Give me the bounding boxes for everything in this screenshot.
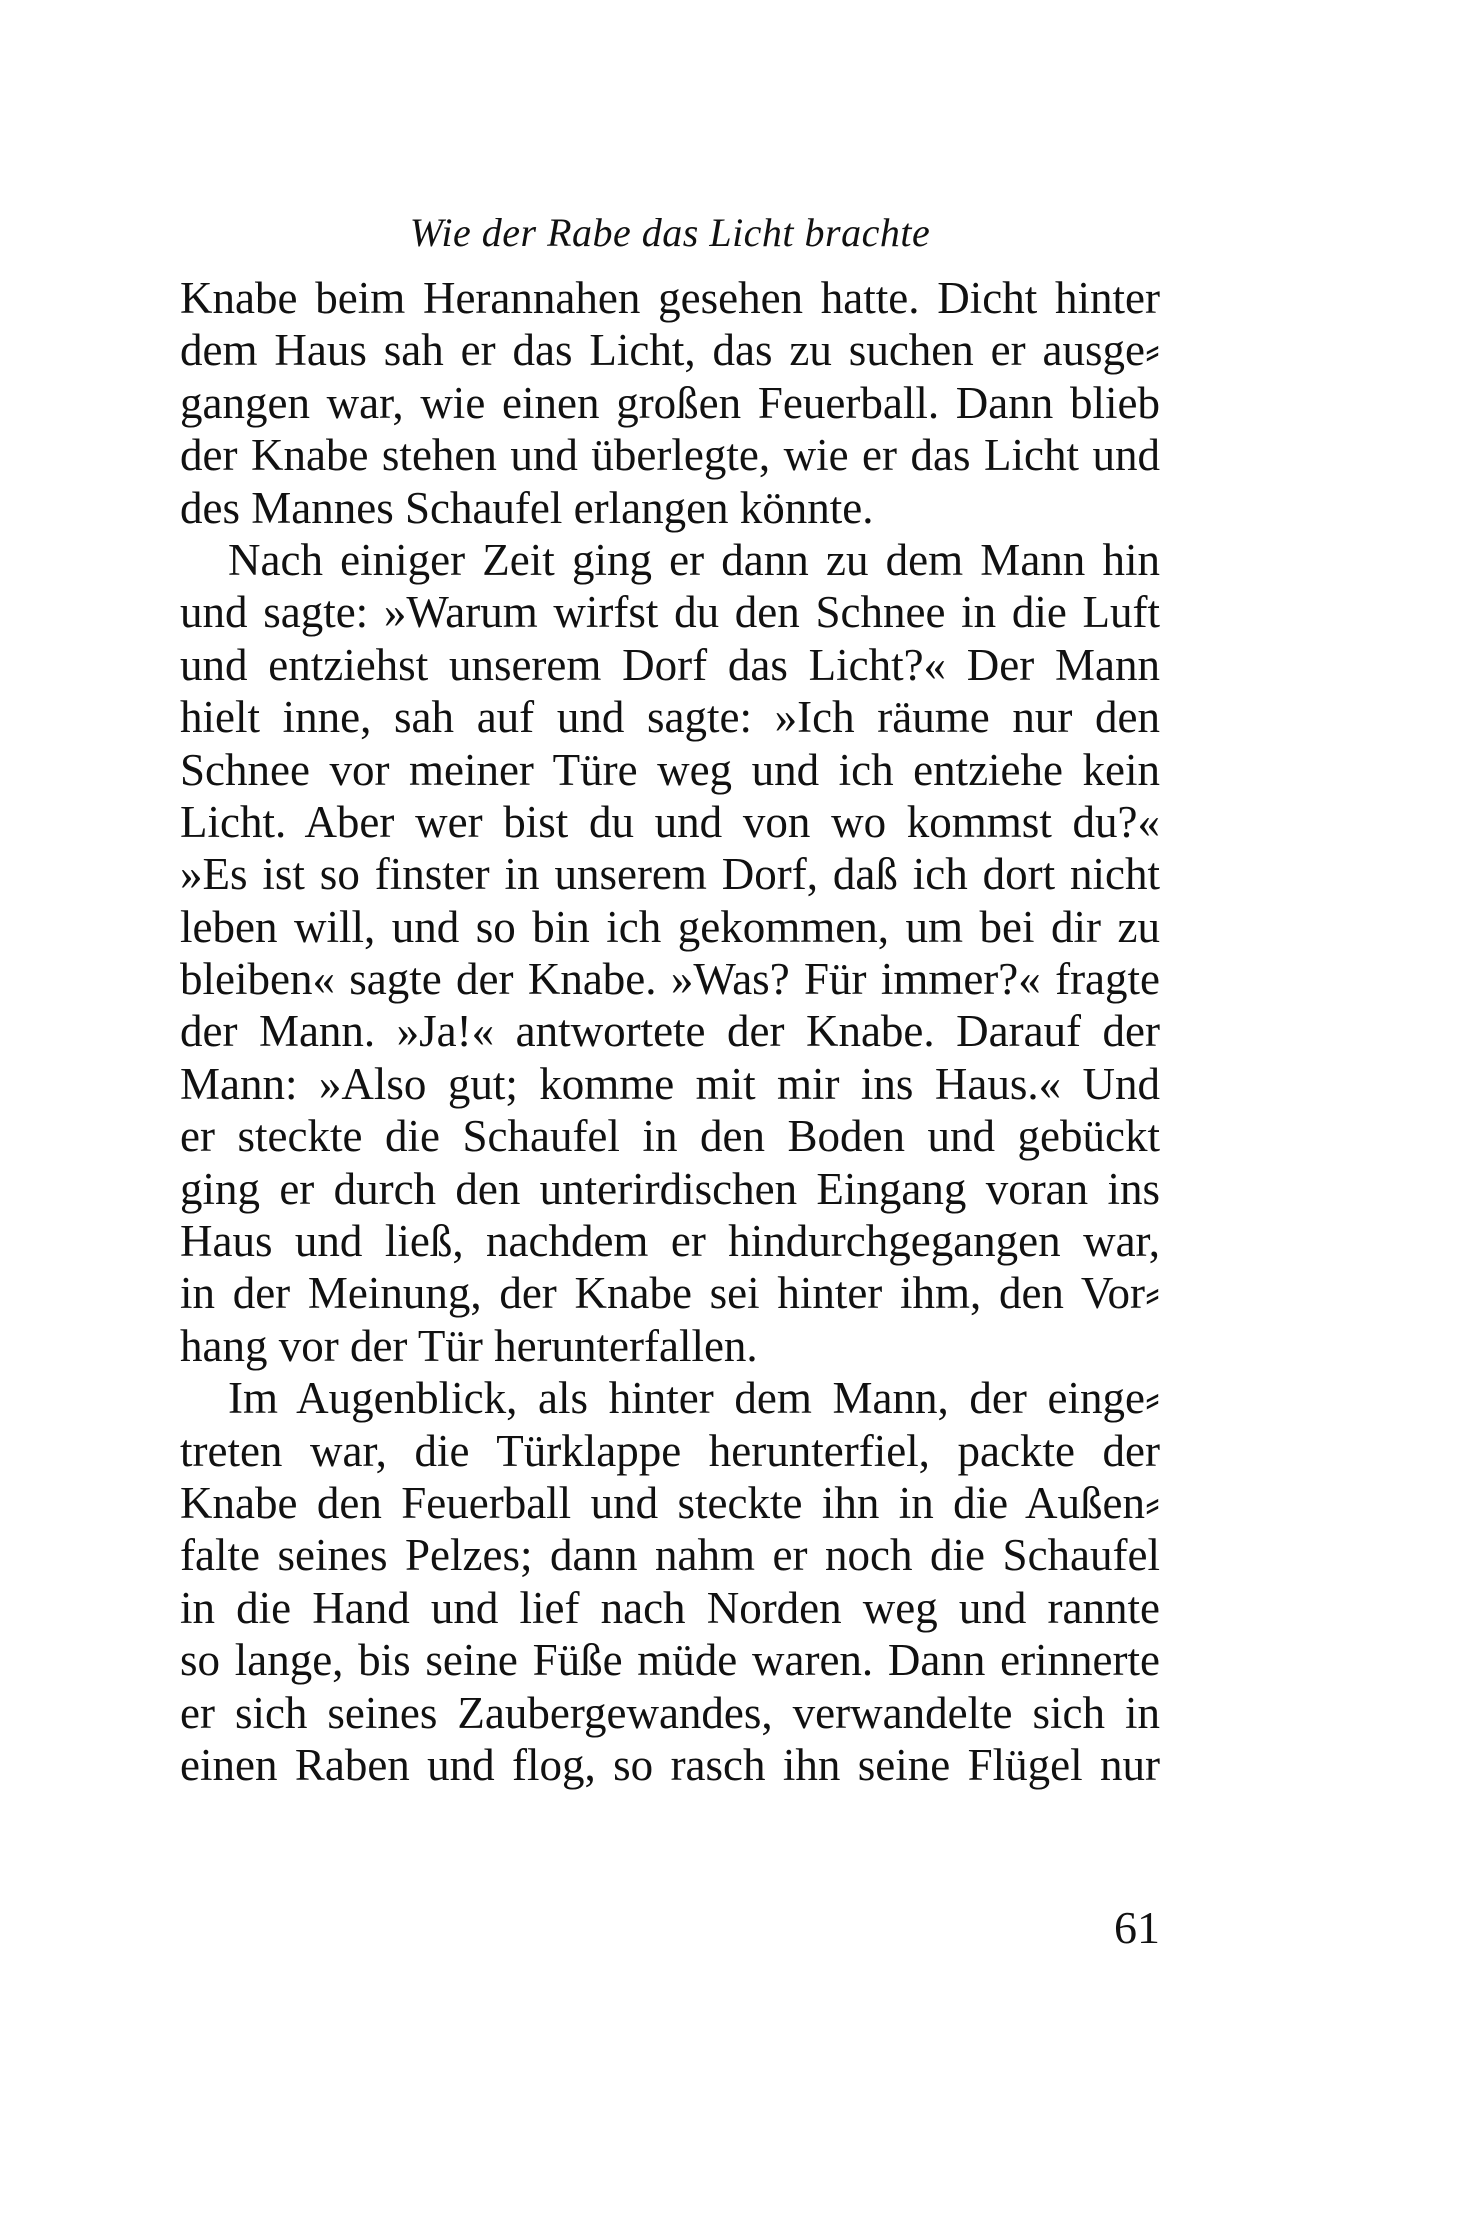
text-line: hielt inne, sah auf und sagte: »Ich räume nur den (180, 692, 1160, 743)
text-line: der Knabe stehen und überlegte, wie er das Licht und (180, 430, 1160, 481)
text-line: er sich seines Zaubergewandes, verwandelte sich in (180, 1687, 1160, 1738)
text-line: »Es ist so finster in unserem Dorf, daß ich dort nicht (180, 849, 1160, 900)
text-line: und sagte: »Warum wirfst du den Schnee in die Luft (180, 587, 1160, 638)
text-line: so lange, bis seine Füße müde waren. Dann erinnerte (180, 1635, 1160, 1686)
text-line: Im Augenblick, als hinter dem Mann, der einge⸗ (228, 1373, 1160, 1424)
text-line: falte seines Pelzes; dann nahm er noch die Schaufel (180, 1530, 1160, 1581)
text-line: in der Meinung, der Knabe sei hinter ihm, den Vor⸗ (180, 1268, 1160, 1319)
text-line: Knabe den Feuerball und steckte ihn in die Außen⸗ (180, 1477, 1160, 1528)
text-line: der Mann. »Ja!« antwortete der Knabe. Darauf der (180, 1006, 1160, 1057)
text-line: Schnee vor meiner Türe weg und ich entziehe kein (180, 744, 1160, 795)
text-line: Haus und ließ, nachdem er hindurchgegangen war, (180, 1216, 1160, 1267)
text-line: und entziehst unserem Dorf das Licht?« Der Mann (180, 639, 1160, 690)
text-line: gangen war, wie einen großen Feuerball. Dann blieb (180, 377, 1160, 428)
text-line: bleiben« sagte der Knabe. »Was? Für immer?« fragte (180, 954, 1160, 1005)
text-line: des Mannes Schaufel erlangen könnte. (180, 482, 874, 533)
text-line: Knabe beim Herannahen gesehen hatte. Dicht hinter (180, 273, 1160, 323)
page-number: 61 (1114, 1902, 1160, 1953)
text-line: er steckte die Schaufel in den Boden und gebückt (180, 1111, 1160, 1162)
text-line: Nach einiger Zeit ging er dann zu dem Mann hin (228, 534, 1160, 585)
text-line: leben will, und so bin ich gekommen, um bei dir zu (180, 901, 1160, 952)
text-line: einen Raben und flog, so rasch ihn seine Flügel nur (180, 1739, 1160, 1790)
text-line: Licht. Aber wer bist du und von wo kommst du?« (180, 796, 1160, 847)
text-line: ging er durch den unterirdischen Eingang voran ins (180, 1163, 1160, 1214)
text-line: dem Haus sah er das Licht, das zu suchen er ausge⸗ (180, 325, 1160, 376)
text-line: Mann: »Also gut; komme mit mir ins Haus.« Und (180, 1058, 1160, 1109)
running-head: Wie der Rabe das Licht brachte (409, 210, 931, 255)
text-line: hang vor der Tür herunterfallen. (180, 1320, 758, 1371)
body-text (180, 272, 1160, 1791)
text-line: in die Hand und lief nach Norden weg und rannte (180, 1582, 1160, 1633)
text-line: treten war, die Türklappe herunterfiel, packte der (180, 1425, 1160, 1476)
